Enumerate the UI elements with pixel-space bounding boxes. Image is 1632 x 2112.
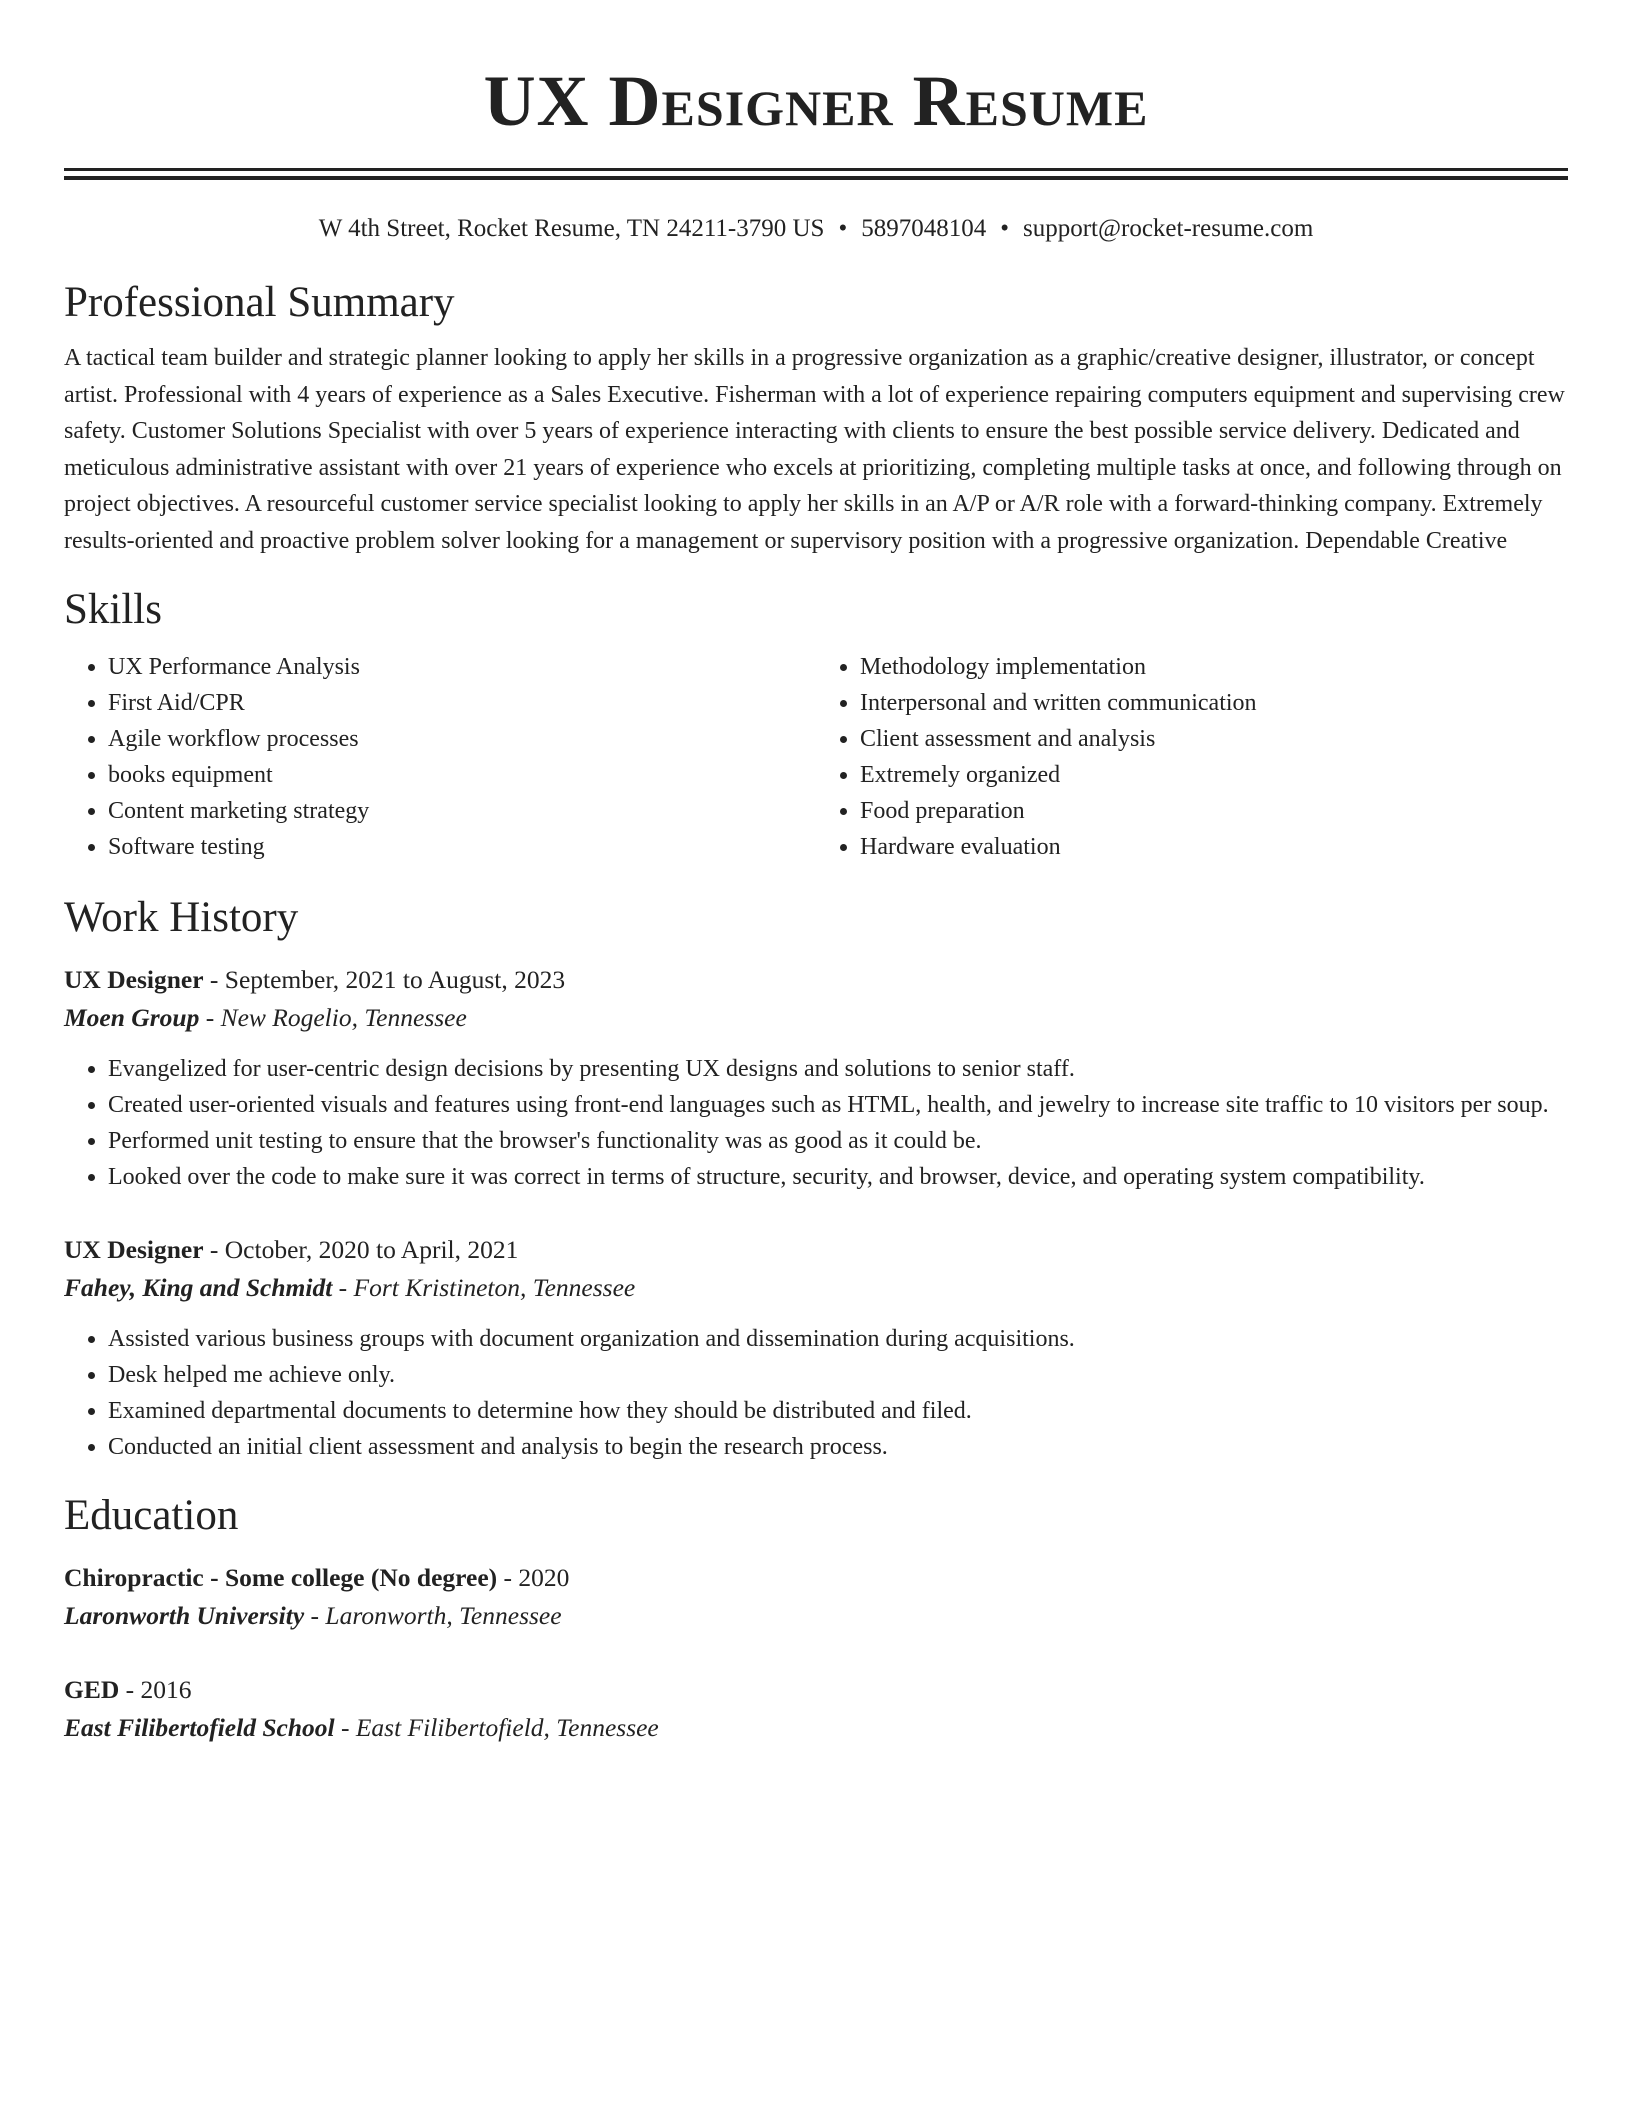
job-bullets (64, 1321, 1568, 1465)
job-company-line (64, 999, 1568, 1037)
job-title-line (64, 1231, 1568, 1269)
skill-item: • Interpersonal and written communication (860, 685, 1568, 721)
job-bullet: • Desk helped me achieve only. (108, 1357, 1568, 1393)
education-year: - 2020 (497, 1563, 570, 1592)
job-title: UX Designer (64, 965, 204, 994)
summary-text: A tactical team builder and strategic planner looking to apply her skills in a progressive organization as a graphic/creative designer, illustrator, or concept artist. Professional with 4 years of experience as a Sales Executive. Fisherman with a lot of experience repairing computers equipment and supervising crew safety. Customer Solutions Specialist with over 5 years of experience interacting with clients to ensure the best possible service delivery. Dedicated and meticulous administrative assistant with over 21 years of experience who excels at prioritizing, completing multiple tasks at once, and following through on project objectives. A resourceful customer service specialist looking to apply her skills in an A/P or A/R role with a forward-thinking company. Extremely results-oriented and proactive problem solver looking for a management or supervisory position with a progressive organization. Dependable Creative (64, 345, 1565, 554)
education-school: Laronworth University (64, 1601, 305, 1630)
job-dates: - September, 2021 to August, 2023 (203, 965, 566, 994)
contact-email: support@rocket-resume.com (1022, 215, 1314, 242)
skill-item: • books equipment (108, 757, 816, 793)
skill-item: • Content marketing strategy (108, 793, 816, 829)
education-heading: Education (64, 1492, 239, 1539)
contact-separator: • (838, 215, 848, 242)
education-location: - East Filibertofield, Tennessee (334, 1713, 659, 1742)
skill-item: • Software testing (108, 829, 816, 865)
education-degree-line (64, 1559, 1568, 1597)
education-location: - Laronworth, Tennessee (304, 1601, 562, 1630)
skills-columns (64, 649, 1568, 865)
education-entry (64, 1671, 1568, 1747)
education-entry (64, 1559, 1568, 1635)
education-degree: Chiropractic - Some college (No degree) (64, 1563, 498, 1592)
job-location: - New Rogelio, Tennessee (199, 1003, 467, 1032)
education-degree-line (64, 1671, 1568, 1709)
skill-item: • UX Performance Analysis (108, 649, 816, 685)
education-school-line (64, 1597, 1568, 1635)
skill-item: • Methodology implementation (860, 649, 1568, 685)
job-company-line (64, 1269, 1568, 1307)
job-bullet: • Assisted various business groups with document organization and dissemination during acquisitions. (108, 1321, 1568, 1357)
job-bullet: • Evangelized for user-centric design decisions by presenting UX designs and solutions to senior staff. (108, 1051, 1568, 1087)
education-degree: GED (64, 1675, 120, 1704)
skills-list-left (64, 649, 816, 865)
job-bullet: • Conducted an initial client assessment and analysis to begin the research process. (108, 1429, 1568, 1465)
skill-item: • Client assessment and analysis (860, 721, 1568, 757)
job-bullet: • Looked over the code to make sure it was correct in terms of structure, security, and browser, device, and operating system compatibility. (108, 1159, 1568, 1195)
summary-heading: Professional Summary (64, 279, 455, 326)
job-company: Fahey, King and Schmidt (64, 1273, 333, 1302)
education-school-line (64, 1709, 1568, 1747)
contact-line (64, 212, 1568, 246)
skill-item: • Agile workflow processes (108, 721, 816, 757)
skill-item: • First Aid/CPR (108, 685, 816, 721)
job-location: - Fort Kristineton, Tennessee (332, 1273, 636, 1302)
job-bullet: • Created user-oriented visuals and features using front-end languages such as HTML, health, and jewelry to increase site traffic to 10 visitors per soup. (108, 1087, 1568, 1123)
job-company: Moen Group (64, 1003, 200, 1032)
contact-phone: 5897048104 (861, 215, 987, 242)
resume-title: UX Designer Resume (483, 61, 1149, 141)
job-title: UX Designer (64, 1235, 204, 1264)
header-divider-bottom (64, 176, 1568, 180)
contact-separator: • (1000, 215, 1009, 242)
contact-address: W 4th Street, Rocket Resume, TN 24211-3790 US (318, 215, 825, 242)
job-entry (64, 961, 1568, 1195)
job-title-line (64, 961, 1568, 999)
education-year: - 2016 (119, 1675, 192, 1704)
job-dates: - October, 2020 to April, 2021 (203, 1235, 519, 1264)
skills-heading: Skills (64, 586, 162, 633)
education-school: East Filibertofield School (64, 1713, 335, 1742)
job-bullet: • Examined departmental documents to determine how they should be distributed and filed. (108, 1393, 1568, 1429)
skill-item: • Hardware evaluation (860, 829, 1568, 865)
job-entry (64, 1231, 1568, 1465)
work-history-heading: Work History (64, 894, 299, 941)
skill-item: • Extremely organized (860, 757, 1568, 793)
header-divider-top (64, 168, 1568, 171)
skills-list-right (816, 649, 1568, 865)
job-bullets (64, 1051, 1568, 1195)
job-bullet: • Performed unit testing to ensure that the browser's functionality was as good as it could be. (108, 1123, 1568, 1159)
skill-item: • Food preparation (860, 793, 1568, 829)
